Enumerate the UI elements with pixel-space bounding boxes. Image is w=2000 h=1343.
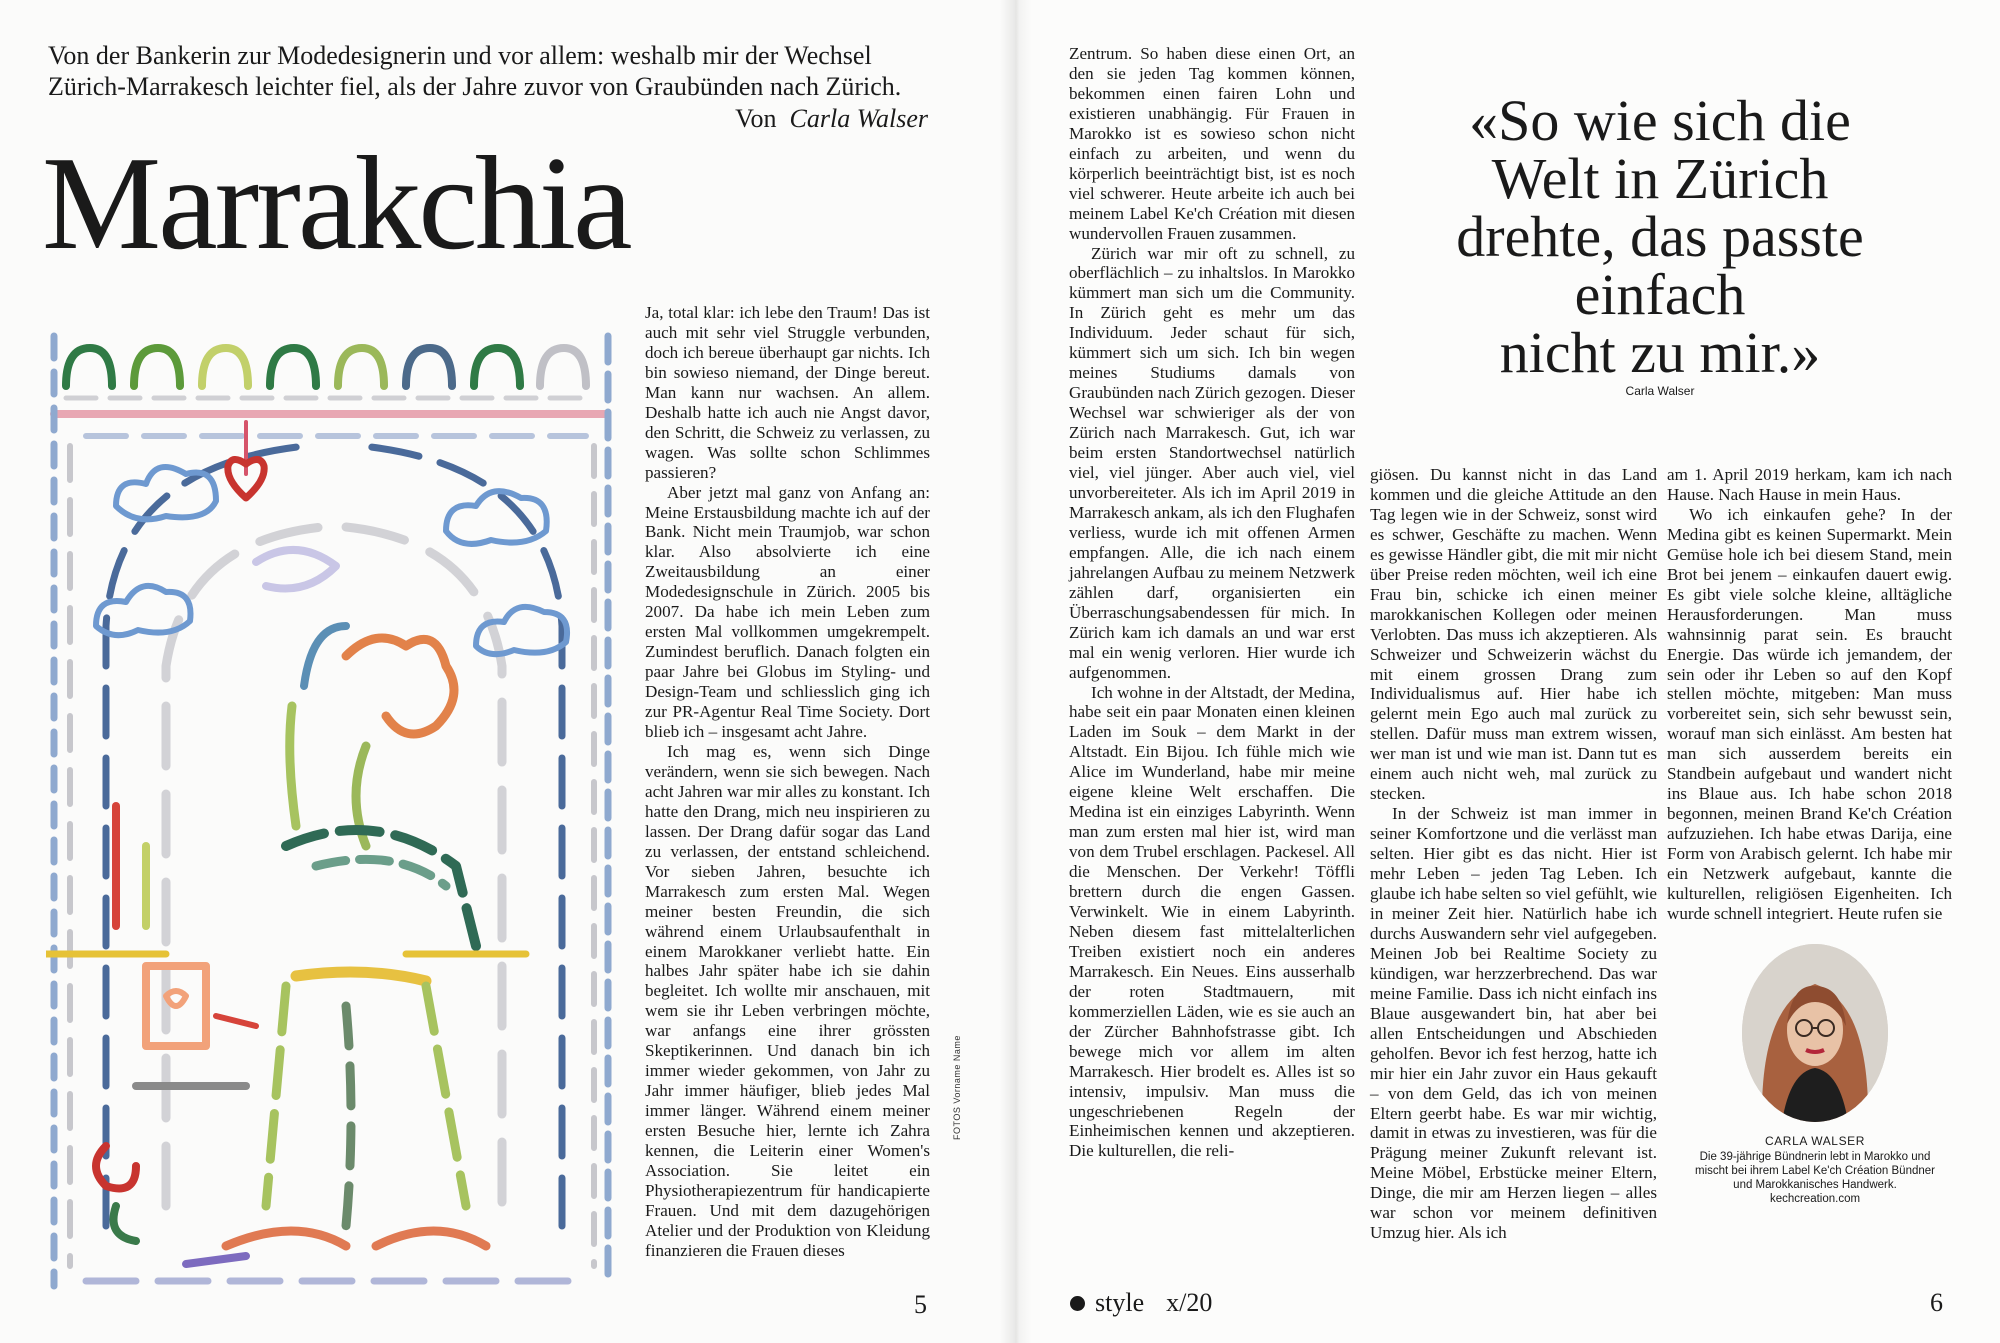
- byline-prefix: Von: [735, 104, 777, 133]
- paragraph: Ja, total klar: ich lebe den Traum! Das ist auch mit sehr viel Struggle verbunden, doch ich bereue überhaupt gar nichts. Ich bin sowieso niemand, der Dinge bereut. Man kann nur wachsen. An allem. Deshalb hatte ich auch nie Angst davor, den Schritt, die Schweiz zu verlassen, zu wagen. Was sollte schon Schlimmes passieren?: [645, 303, 930, 482]
- magazine-name: style: [1095, 1288, 1145, 1317]
- pull-quote-attribution: Carla Walser: [1625, 384, 1695, 398]
- paragraph: Ich wohne in der Altstadt, der Medina, habe seit ein paar Monaten einen kleinen Laden im Souk – dem Markt in der Altstadt. Ein Bijou. Ich fühle mich wie Alice im Wunderland, habe mir meine eigene kleine Welt erschaffen. Die Medina ist ein einziges Labyrinth. Wenn man zum ersten mal hier ist, wird man von dem Trubel erschlagen. Packesel. All die Menschen. Der Verkehr! Töffli brettern durch die engen Gassen. Verwinkelt. Wie in einem Labyrinth. Neben diesem fast mittelalterlichen Treiben existiert noch ein anderes Marrakesch. Ein Neues. Eins ausserhalb der roten Stadtmauern, mit kommerziellen Läden, wie es sie auch an der Zürcher Bahnhofstrasse gibt. Ich bewege mich vor allem im alten Marrakesch. Hier brodelt es. Alles ist so intensiv, impulsiv. Man muss die ungeschriebenen Regeln der Einheimischen kennen und akzeptieren. Die kulturellen, die reli-: [1069, 682, 1355, 1161]
- paragraph: Wo ich einkaufen gehe? In der Medina gibt es keinen Supermarkt. Mein Gemüse hole ich bei diesem Stand, mein Brot bei jenem – einkaufen dauert ewig. Es gibt viele solche kleine, alltägliche Herausforderungen. Man muss wahnsinnig parat sein. Es braucht Energie. Das würde ich jemandem, der sein oder ihr Leben so auf den Kopf stellen möchte, mitgeben: Man muss vorbereitet sein, sich sehr bewusst sein, worauf man sich einlässt. Am besten hat man sich ausserdem bereits ein Standbein aufgebaut und wandert nicht ins Blaue aus. Ich habe schon 2018 begonnen, meinen Brand Ke'ch Création aufzuziehen. Ich habe etwas Darija, eine Form von Arabisch gelernt. Ich habe mir ein Netzwerk aufgebaut, kannte die kulturellen, religiösen Eigenheiten. Ich wurde schnell integriert. Heute rufen sie: [1667, 504, 1952, 923]
- bio-text: Die 39-jährige Bündnerin lebt in Marokko und mischt bei ihrem Label Ke'ch Création Bündner und Marokkanisches Handwerk. kechcreation.com: [1695, 1151, 1935, 1205]
- paragraph: Aber jetzt mal ganz von Anfang an: Meine Erstausbildung machte ich auf der Bank. Nicht mein Traumjob, war schon klar. Also absolvierte ich eine Zweitausbildung an einer Modedesignschule in Zürich. 2005 bis 2007. Da habe ich mein Leben zum ersten Mal vollkommen umgekrempelt. Zumindest beruflich. Danach folgten ein paar Jahre bei Globus im Styling- und Design-Team und schliesslich ging ich zur PR-Agentur Real Time Society. Dort blieb ich – insgesamt acht Jahre.: [645, 482, 930, 742]
- body-column-1: [645, 303, 930, 1261]
- woman-with-sewing-machine-illustration: [46, 326, 622, 1302]
- body-column-2: [1069, 44, 1355, 1161]
- pull-quote: [1420, 88, 1900, 385]
- pull-quote-line: Welt in Zürich: [1491, 146, 1829, 211]
- page-number: 6: [1930, 1288, 1943, 1317]
- bullet-icon: [1070, 1296, 1085, 1311]
- body-column-3: [1370, 465, 1657, 1243]
- paragraph: am 1. April 2019 herkam, kam ich nach Hause. Nach Hause in mein Haus.: [1667, 465, 1952, 504]
- bio-name: CARLA WALSER: [1764, 1134, 1866, 1148]
- paragraph: Ich mag es, wenn sich Dinge verändern, wenn sie sich bewegen. Nach acht Jahren war mir alles zu konstant. Ich hatte den Drang, mich neu inspirieren zu lassen. Der Drang dafür sogar das Land zu verlassen, der entstand schleichend. Vor sieben Jahren, besuchte ich Marrakesch zum ersten Mal. Wegen meiner besten Freundin, die sich während einem Urlaubsaufenthalt in einem Marokkaner verliebt hatte. Ein halbes Jahr später habe ich sie dahin begleitet. Ich wollte mir anschauen, mit wem sie ihr Leben verbringen möchte, war anfangs eine ihrer grössten Skeptikerinnen. Und danach bin ich immer wieder gekommen, von Jahr zu Jahr immer häufiger, blieb jedes Mal immer länger. Während einem meiner ersten Besuche hier, lernte ich Zahra kennen, die Leiterin einer Women's Association. Sie leitet ein Physiotherapiezentrum für handicapierte Frauen. Und mit dem dazugehörigen Atelier und der Produktion von Kleidung finanzieren die Frauen dieses: [645, 741, 930, 1260]
- paragraph: Zürich war mir oft zu schnell, zu oberflächlich – zu inhaltslos. In Marokko kümmert man sich um die Community. In Zürich geht es mehr um das Individuum. Jeder schaut für sich, kümmert sich um sich. Ich bin wegen meines Studiums damals von Graubünden nach Zürich gezogen. Dieser Wechsel war schwieriger als der von Zürich nach Marrakesch. Gut, ich war beim ersten Standortwechsel natürlich viel, viel jünger. Aber auch viel, viel unvorbereiteter. Als ich im April 2019 in Marrakesch ankam, als ich den Flughafen verliess, wurde ich mit offenen Armen empfangen. Alle, die ich nach einem jahrelangen Aufbau zu meinem Netzwerk zählen darf, organisierten ein Überraschungsabendessen für mich. In Zürich kam ich damals an und war erst mal ein wenig verloren. Hier wurde ich aufgenommen.: [1069, 243, 1355, 682]
- page-number: 5: [914, 1290, 927, 1319]
- headline: Marrakchia: [42, 129, 630, 277]
- paragraph: In der Schweiz ist man immer in seiner Komfortzone und die verlässt man selten. Hier gibt es das nicht. Hier ist mehr Leben – jeden Tag Leben. Ich glaube ich habe selten so viel gefühlt, wie in meiner Zeit hier. Natürlich habe ich durchs Auswandern sehr viel aufgegeben. Meinen Job bei Realtime Society zu kündigen, war herzzerbrechend. Das war meine Familie. Dass ich nicht einfach ins Blaue ausgewandert bin, hat aber bei allen Entscheidungen und Abschieden geholfen. Bevor ich fest herzog, hatte ich mir hier ein Jahr zuvor ein Haus gekauft – von dem Geld, das ich von meinen Eltern geerbt habe. Es war mir wichtig, damit in etwas zu investieren, was für die Prägung meiner Zukunft relevant ist. Meine Möbel, Erbstücke meiner Eltern, Dinge, die mir am Herzen liegen – alles war schon vor meinem definitiven Umzug hier. Als ich: [1370, 804, 1657, 1243]
- paragraph: Zentrum. So haben diese einen Ort, an den sie jeden Tag kommen können, bekommen einen fairen Lohn und existieren unabhängig. Für Frauen in Marokko ist es sowieso schon nicht einfach zu arbeiten, und wenn du körperlich beeinträchtigt bist, ist es noch viel schwerer. Heute arbeite ich auch bei meinem Label Ke'ch Création mit diesen wundervollen Frauen zusammen.: [1069, 44, 1355, 243]
- paragraph: giösen. Du kannst nicht in das Land kommen und die gleiche Attitude an den Tag legen wie in der Schweiz, sonst wird es schwer, Geschäfte zu machen. Wenn es gewisse Händler gibt, die mit mir nicht über Preise reden möchten, weil ich eine Frau bin, schicke ich einen meiner marokkanischen Kollegen oder meinen Verlobten. Das muss ich akzeptieren. Als Schweizer und Schweizerin wächst du mit einem grossen Drang zum Individualismus auf. Hier habe ich gelernt mein Ego auch mal zurück zu stellen. Dafür muss man extrem wissen, wer man ist und wie man ist. Dann tut es einem auch nicht weh, mal zurück zu stecken.: [1370, 465, 1657, 804]
- spine-shadow: [1000, 0, 1032, 1343]
- magazine-footer: [1070, 1288, 1212, 1318]
- issue-number: x/20: [1166, 1288, 1213, 1317]
- byline-author: Carla Walser: [789, 104, 928, 133]
- portrait-photo: [1742, 944, 1888, 1122]
- pull-quote-line: einfach: [1574, 262, 1746, 327]
- body-column-4: [1667, 465, 1952, 924]
- article-dek: Von der Bankerin zur Modedesignerin und vor allem: weshalb mir der Wechsel Zürich-Marrakesch leichter fiel, als der Jahre zuvor von Graubünden nach Zürich.: [48, 41, 902, 101]
- photo-credit: FOTOS Vorname Name: [952, 1035, 962, 1140]
- pull-quote-line: drehte, das passte: [1456, 204, 1864, 269]
- pull-quote-line: «So wie sich die: [1469, 88, 1851, 153]
- pull-quote-line: nicht zu mir.»: [1499, 320, 1821, 385]
